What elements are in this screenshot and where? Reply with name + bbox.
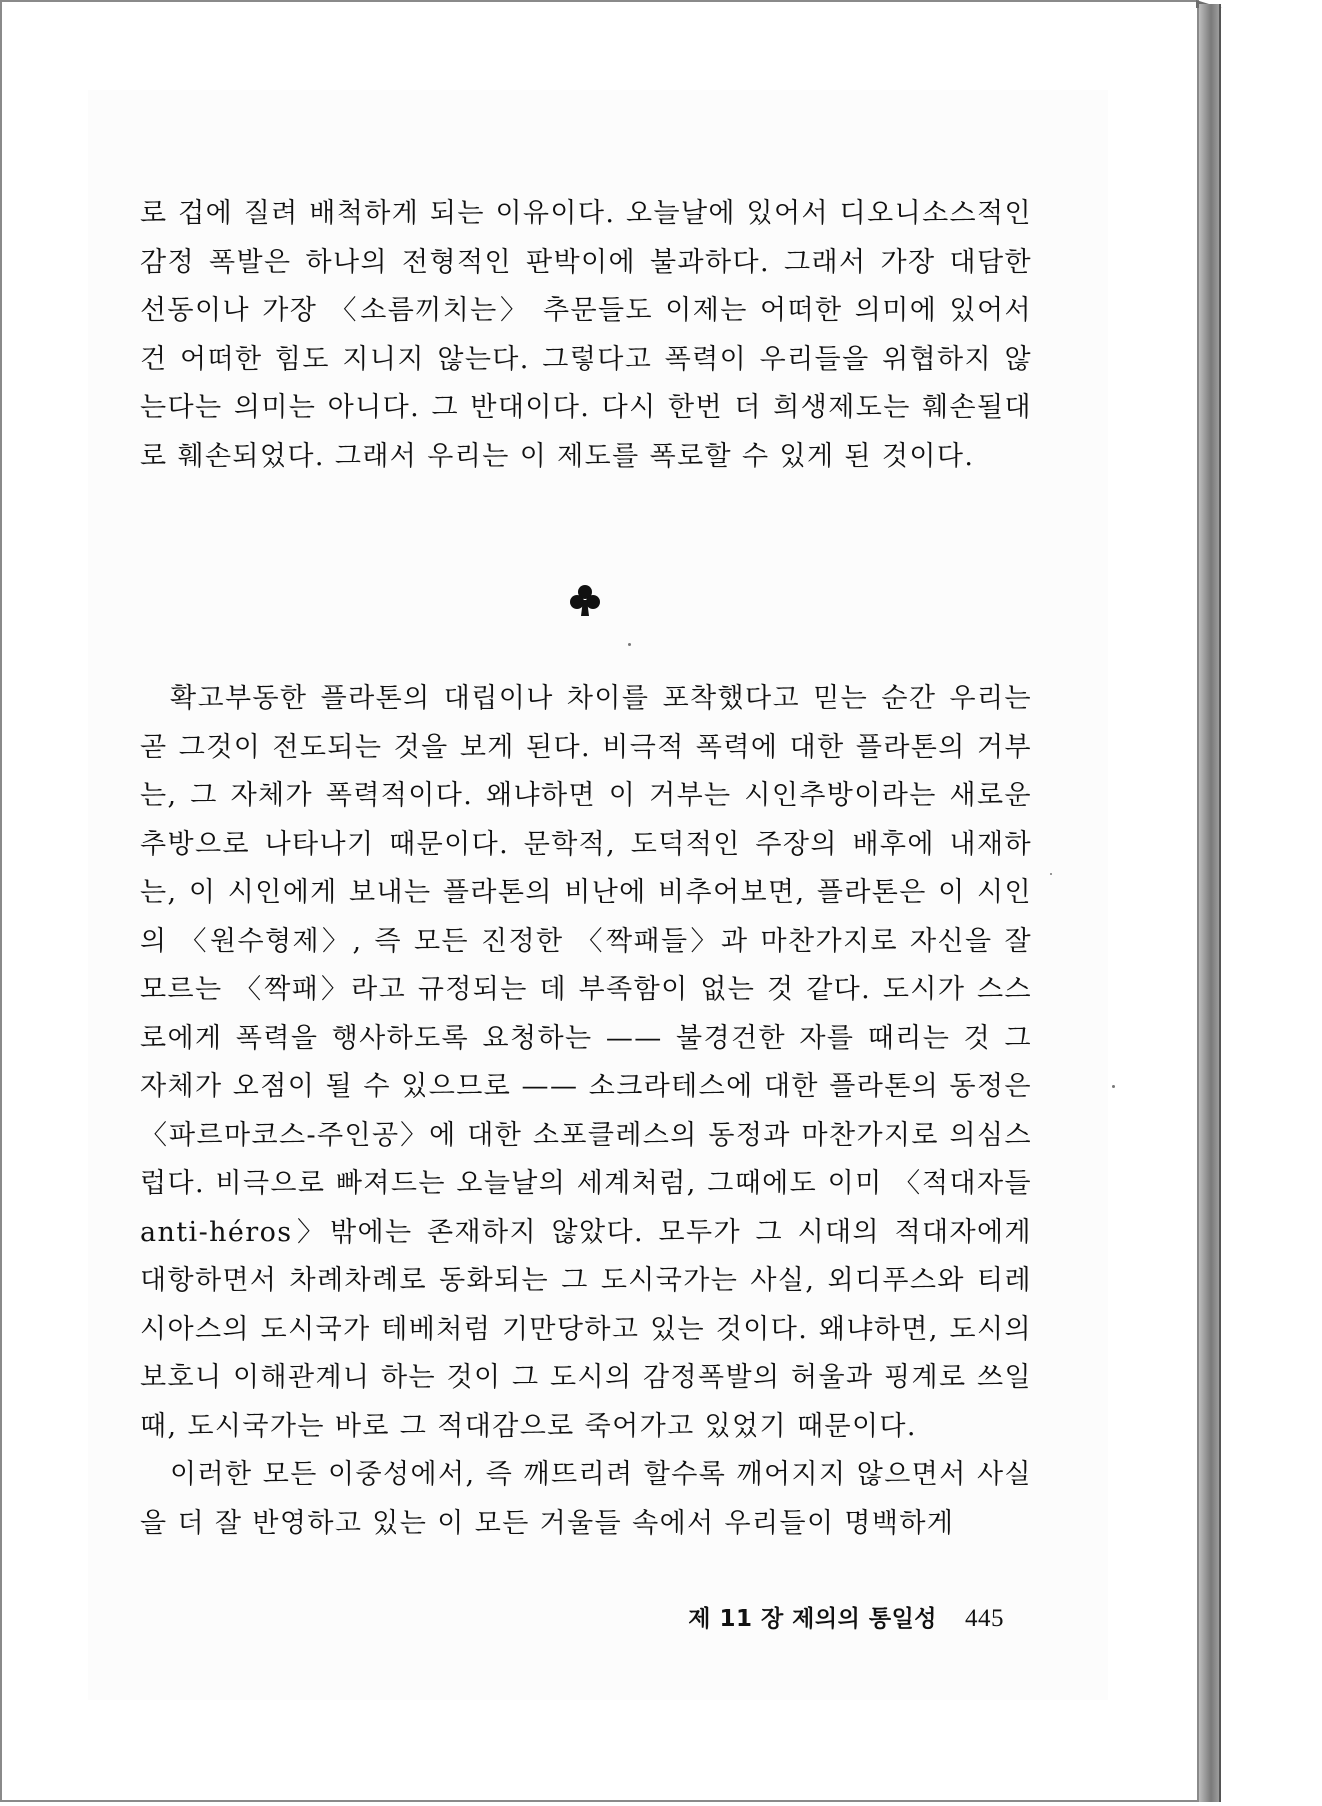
page-footer bbox=[600, 1600, 1004, 1633]
main-text-block bbox=[140, 675, 1032, 1548]
paragraph-1: 확고부동한 플라톤의 대립이나 차이를 포착했다고 믿는 순간 우리는 곧 그것이 전도되는 것을 보게 된다. 비극적 폭력에 대한 플라톤의 거부는, 그 자체가 폭력적이다. 왜냐하면 이 거부는 시인추방이라는 새로운 추방으로 나타나기 때문이다. 문학적, 도덕적인 주장의 배후에 내재하는, 이 시인에게 보내는 플라톤의 비난에 비추어보면, 플라톤은 이 시인의 〈원수형제〉, 즉 모든 진정한 〈짝패들〉과 마찬가지로 자신을 잘 모르는 〈짝패〉라고 규정되는 데 부족함이 없는 것 같다. 도시가 스스로에게 폭력을 행사하도록 요청하는 —— 불경건한 자를 때리는 것 그 자체가 오점이 될 수 있으므로 —— 소크라테스에 대한 플라톤의 동정은 〈파르마코스-주인공〉에 대한 소포클레스의 동정과 마찬가지로 의심스럽다. 비극으로 빠져드는 오늘날의 세계처럼, 그때에도 이미 〈적대자들 anti-héros〉밖에는 존재하지 않았다. 모두가 그 시대의 적대자에게 대항하면서 차례차례로 동화되는 그 도시국가는 사실, 외디푸스와 티레시아스의 도시국가 테베처럼 기만당하고 있는 것이다. 왜냐하면, 도시의 보호니 이해관계니 하는 것이 그 도시의 감정폭발의 허울과 핑계로 쓰일 때, 도시국가는 바로 그 적대감으로 죽어가고 있었기 때문이다. bbox=[140, 683, 1032, 1442]
section-separator bbox=[568, 582, 602, 622]
page-stack-edge bbox=[1199, 4, 1221, 1802]
scan-speck bbox=[1112, 1085, 1115, 1088]
scan-speck bbox=[1050, 873, 1052, 875]
top-paragraph: 로 겁에 질려 배척하게 되는 이유이다. 오늘날에 있어서 디오니소스적인 감정 폭발은 하나의 전형적인 판박이에 불과하다. 그래서 가장 대담한 선동이나 가장 〈소름끼치는〉 추문들도 이제는 어떠한 의미에 있어서건 어떠한 힘도 지니지 않는다. 그렇다고 폭력이 우리들을 위협하지 않는다는 의미는 아니다. 그 반대이다. 다시 한번 더 희생제도는 훼손될대로 훼손되었다. 그래서 우리는 이 제도를 폭로할 수 있게 된 것이다. bbox=[140, 198, 1032, 472]
club-icon bbox=[568, 582, 602, 622]
top-paragraph-block bbox=[140, 190, 1032, 481]
page-number: 445 bbox=[965, 1605, 1004, 1632]
scan-speck bbox=[628, 643, 631, 646]
chapter-title: 제 11 장 제의의 통일성 bbox=[688, 1606, 937, 1632]
paragraph-2: 이러한 모든 이중성에서, 즉 깨뜨리려 할수록 깨어지지 않으면서 사실을 더 잘 반영하고 있는 이 모든 거울들 속에서 우리들이 명백하게 bbox=[140, 1459, 1032, 1539]
